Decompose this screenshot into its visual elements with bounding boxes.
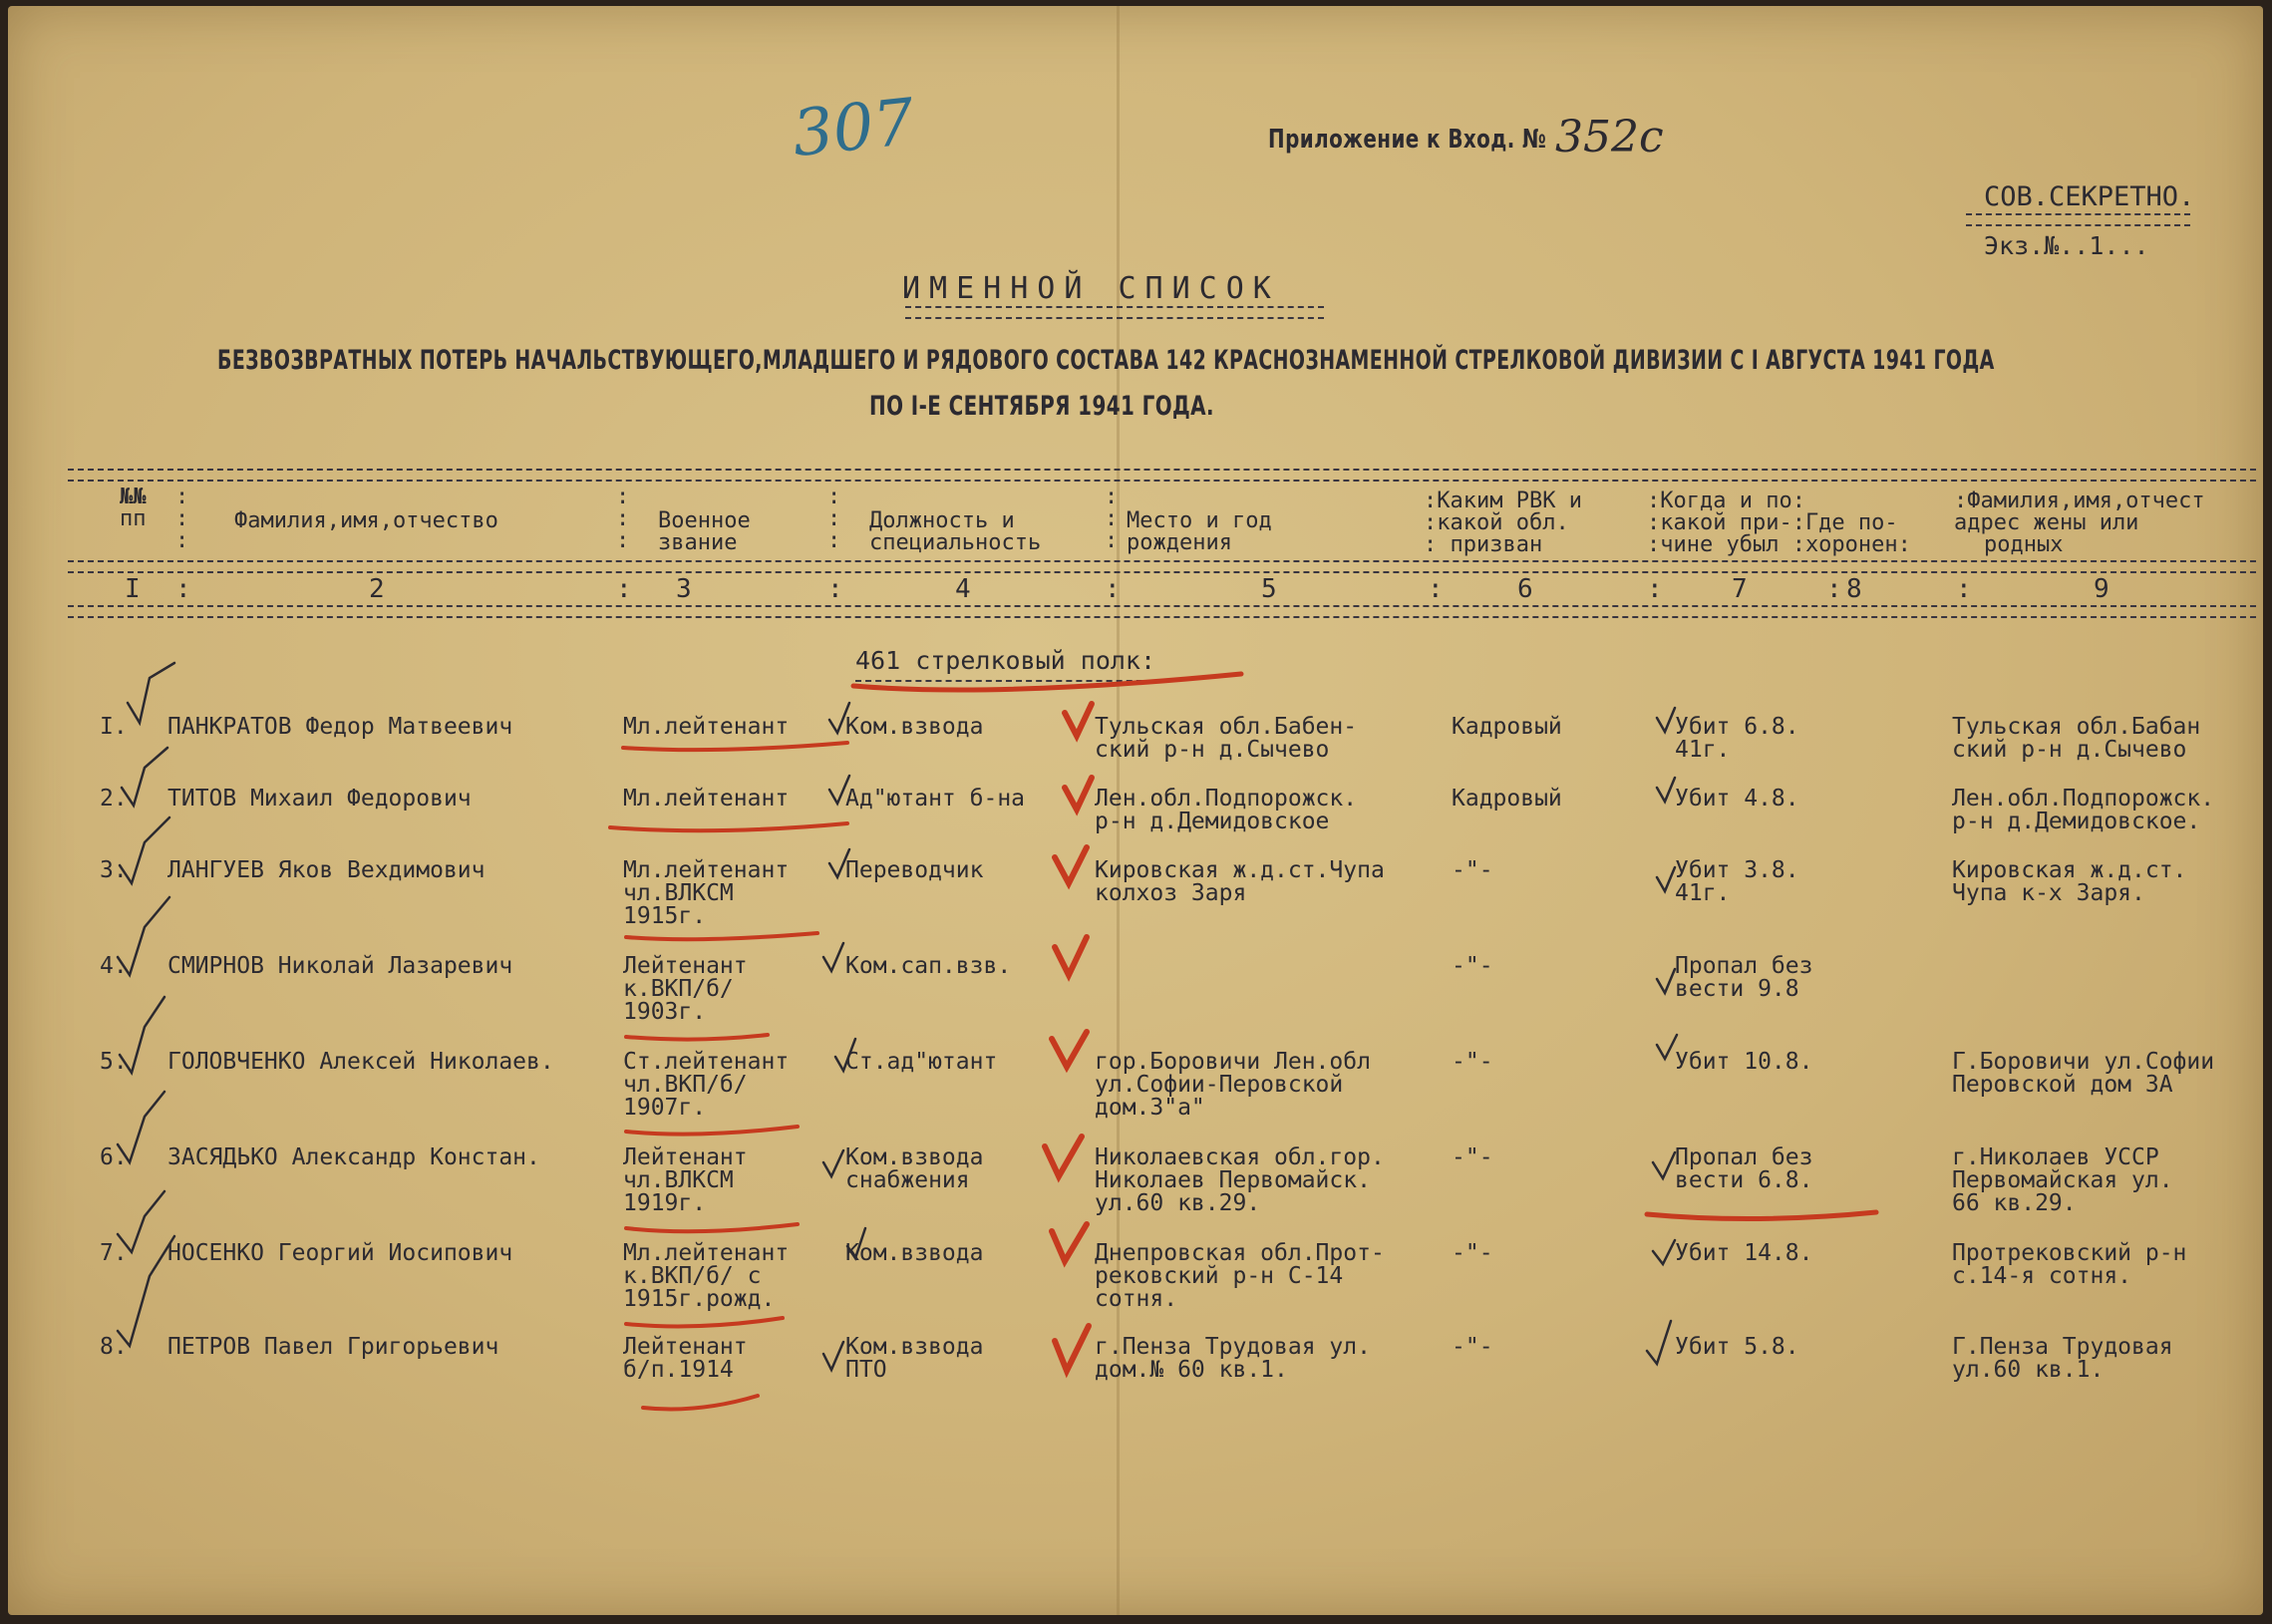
cell-kin: ский р-н д.Сычево (1952, 737, 2187, 763)
cell-name: СМИРНОВ Николай Лазаревич (167, 953, 513, 979)
col5-header-line2: рождения (1127, 530, 1232, 555)
cell-name: ПЕТРОВ Павел Григорьевич (167, 1334, 499, 1360)
col9-number: 9 (2094, 574, 2110, 604)
col6-number: 6 (1517, 574, 1533, 604)
col7-header-line1: :Когда и по: (1647, 488, 1805, 513)
archive-number: 307 (789, 85, 918, 172)
col6-header-line2: :какой обл. (1424, 510, 1569, 535)
cell-rank: 1915г.рожд. (623, 1286, 776, 1312)
col1-header-line2: пп (120, 506, 147, 531)
cell-kin: Г.Пенза Трудовая (1952, 1334, 2173, 1360)
cell-rvk: Кадровый (1452, 786, 1562, 812)
cell-rank: Лейтенант (623, 953, 748, 979)
cell-when: Убит 14.8. (1675, 1240, 1813, 1266)
cell-rvk: -"- (1452, 1334, 1493, 1360)
classification-label: СОВ.СЕКРЕТНО. (1984, 181, 2195, 212)
header-separators: : : : (1105, 485, 1119, 553)
cell-birth: ул.60 кв.29. (1095, 1190, 1261, 1216)
cell-rvk: Кадровый (1452, 714, 1562, 740)
cell-rvk: -"- (1452, 953, 1493, 979)
cell-rank: Лейтенант (623, 1144, 748, 1170)
col2-number: 2 (369, 574, 385, 604)
cell-when: Убит 6.8. (1675, 714, 1799, 740)
cell-when: вести 6.8. (1675, 1167, 1813, 1193)
cell-birth: колхоз Заря (1095, 880, 1247, 906)
cell-kin: г.Николаев УССР (1952, 1144, 2159, 1170)
col4-header-line1: Должность и (869, 508, 1015, 533)
cell-birth: р-н д.Демидовское (1095, 809, 1330, 834)
cell-rank: Лейтенант (623, 1334, 748, 1360)
cell-n: 4. (100, 953, 128, 979)
number-separators: : (1647, 574, 1663, 604)
document-title: ИМЕННОЙ СПИСОК (902, 271, 1280, 306)
cell-when: Убит 4.8. (1675, 786, 1799, 812)
cell-rank: чл.ВЛКСМ (623, 880, 734, 906)
cell-rank: Мл.лейтенант (623, 857, 790, 883)
cell-rank: к.ВКП/б/ с (623, 1263, 762, 1289)
cell-rvk: -"- (1452, 1240, 1493, 1266)
cell-post: Переводчик (845, 857, 984, 883)
col4-header-line2: специальность (869, 530, 1042, 555)
col4-number: 4 (955, 574, 971, 604)
cell-n: 2. (100, 786, 128, 812)
cell-rank: Мл.лейтенант (623, 714, 790, 740)
cell-kin: 66 кв.29. (1952, 1190, 2077, 1216)
cell-kin: Лен.обл.Подпорожск. (1952, 786, 2215, 812)
cell-kin: Чупа к-х Заря. (1952, 880, 2145, 906)
cell-name: ГОЛОВЧЕНКО Алексей Николаев. (167, 1049, 554, 1075)
cell-rvk: -"- (1452, 1144, 1493, 1170)
cell-post: Ком.взвода (845, 1334, 984, 1360)
col9-header-line1: :Фамилия,имя,отчест (1954, 488, 2205, 513)
cell-rank: чл.ВЛКСМ (623, 1167, 734, 1193)
cell-birth: ский р-н д.Сычево (1095, 737, 1330, 763)
cell-birth: рековский р-н С-14 (1095, 1263, 1344, 1289)
cell-birth: Кировская ж.д.ст.Чупа (1095, 857, 1385, 883)
col3-header-line1: Военное (658, 508, 751, 533)
cell-n: I. (100, 714, 128, 740)
cell-when: Убит 3.8. (1675, 857, 1799, 883)
cell-birth: Лен.обл.Подпорожск. (1095, 786, 1358, 812)
cell-rank: 1915г. (623, 903, 707, 929)
cell-kin: с.14-я сотня. (1952, 1263, 2132, 1289)
cell-rank: 1907г. (623, 1095, 707, 1121)
cell-name: ЛАНГУЕВ Яков Вехдимович (167, 857, 486, 883)
cell-post: Ст.ад"ютант (845, 1049, 998, 1075)
cell-kin: ул.60 кв.1. (1952, 1357, 2105, 1383)
cell-when: Убит 10.8. (1675, 1049, 1813, 1075)
cell-birth: Николаев Первомайск. (1095, 1167, 1371, 1193)
col9-header-line3: родных (1984, 532, 2064, 557)
cell-post: Ком.взвода (845, 1144, 984, 1170)
cell-rank: б/п.1914 (623, 1357, 734, 1383)
col6-header-line3: : призван (1424, 532, 1543, 557)
cell-n: 6. (100, 1144, 128, 1170)
cell-n: 5. (100, 1049, 128, 1075)
cell-kin: Протрековский р-н (1952, 1240, 2187, 1266)
cell-kin: Кировская ж.д.ст. (1952, 857, 2187, 883)
col9-header-line2: адрес жены или (1954, 510, 2139, 535)
cell-birth: Николаевская обл.гор. (1095, 1144, 1385, 1170)
appendix-number: 352с (1555, 112, 1664, 162)
cell-n: 8. (100, 1334, 128, 1360)
col8-number: 8 (1846, 574, 1862, 604)
cell-name: ПАНКРАТОВ Федор Матвеевич (167, 714, 513, 740)
col1-header-line1: №№ (120, 485, 147, 509)
cell-when: Пропал без (1675, 953, 1813, 979)
cell-birth: гор.Боровичи Лен.обл (1095, 1049, 1371, 1075)
number-separators: : (1826, 574, 1842, 604)
cell-birth: Тульская обл.Бабен- (1095, 714, 1358, 740)
col7-header-line3: :чине убыл :хоронен: (1647, 532, 1911, 557)
cell-rank: Мл.лейтенант (623, 1240, 790, 1266)
cell-rank: чл.ВКП/б/ (623, 1072, 748, 1098)
cell-birth: г.Пенза Трудовая ул. (1095, 1334, 1371, 1360)
col5-header-line1: Место и год (1127, 508, 1272, 533)
cell-kin: Перовской дом 3А (1952, 1072, 2173, 1098)
col6-header-line1: :Каким РВК и (1424, 488, 1582, 513)
cell-birth: дом.№ 60 кв.1. (1095, 1357, 1288, 1383)
cell-post: Ком.взвода (845, 714, 984, 740)
cell-when: 41г. (1675, 737, 1731, 763)
cell-post: снабжения (845, 1167, 970, 1193)
cell-when: вести 9.8 (1675, 976, 1799, 1002)
number-separators: : (1956, 574, 1972, 604)
cell-name: ТИТОВ Михаил Федорович (167, 786, 472, 812)
cell-rvk: -"- (1452, 857, 1493, 883)
cell-post: ПТО (845, 1357, 887, 1383)
number-separators: : (175, 574, 191, 604)
cell-kin: Тульская обл.Бабан (1952, 714, 2201, 740)
cell-kin: Первомайская ул. (1952, 1167, 2173, 1193)
col7-number: 7 (1732, 574, 1748, 604)
cell-n: 3. (100, 857, 128, 883)
header-separators: : : : (827, 485, 841, 553)
cell-post: Ад"ютант б-на (845, 786, 1026, 812)
number-separators: : (827, 574, 843, 604)
cell-kin: р-н д.Демидовское. (1952, 809, 2201, 834)
number-separators: : (1105, 574, 1121, 604)
cell-rank: 1903г. (623, 999, 707, 1025)
red-underline-regiment (853, 674, 1241, 690)
cell-birth: Днепровская обл.Прот- (1095, 1240, 1385, 1266)
subtitle-line1: БЕЗВОЗВРАТНЫХ ПОТЕРЬ НАЧАЛЬСТВУЮЩЕГО,МЛАДШЕГО И РЯДОВОГО СОСТАВА 142 КРАСНОЗНАМЕННОЙ СТРЕЛКОВОЙ ДИВИЗИИ С I АВГУСТА 1941 ГОДА (217, 345, 1995, 376)
col5-number: 5 (1261, 574, 1277, 604)
number-separators: : (616, 574, 632, 604)
col3-header-line2: звание (658, 530, 738, 555)
number-separators: : (1428, 574, 1444, 604)
cell-rank: 1919г. (623, 1190, 707, 1216)
col3-number: 3 (676, 574, 692, 604)
cell-name: НОСЕНКО Георгий Иосипович (167, 1240, 513, 1266)
cell-when: Пропал без (1675, 1144, 1813, 1170)
cell-post: Ком.взвода (845, 1240, 984, 1266)
copy-number: Экз.№..1... (1984, 231, 2149, 260)
cell-post: Ком.сап.взв. (845, 953, 1012, 979)
cell-rank: Ст.лейтенант (623, 1049, 790, 1075)
col2-header: Фамилия,имя,отчество (234, 508, 498, 533)
cell-when: 41г. (1675, 880, 1731, 906)
cell-birth: дом.3"а" (1095, 1095, 1205, 1121)
cell-when: Убит 5.8. (1675, 1334, 1799, 1360)
cell-rvk: -"- (1452, 1049, 1493, 1075)
col7-header-line2: :какой при-:Где по- (1647, 510, 1898, 535)
regiment-label: 461 стрелковый полк: (855, 646, 1156, 675)
header-separators: : : : (175, 485, 189, 553)
cell-birth: ул.Софии-Перовской (1095, 1072, 1344, 1098)
cell-rank: Мл.лейтенант (623, 786, 790, 812)
header-separators: : : : (616, 485, 630, 553)
cell-birth: сотня. (1095, 1286, 1178, 1312)
cell-name: ЗАСЯДЬКО Александр Констан. (167, 1144, 540, 1170)
appendix-label: Приложение к Вход. № (1268, 125, 1547, 155)
cell-n: 7. (100, 1240, 128, 1266)
col1-number: I (125, 574, 141, 604)
subtitle-line2: ПО I-Е СЕНТЯБРЯ 1941 ГОДА. (869, 391, 1214, 422)
cell-rank: к.ВКП/б/ (623, 976, 734, 1002)
cell-kin: Г.Боровичи ул.Софии (1952, 1049, 2215, 1075)
